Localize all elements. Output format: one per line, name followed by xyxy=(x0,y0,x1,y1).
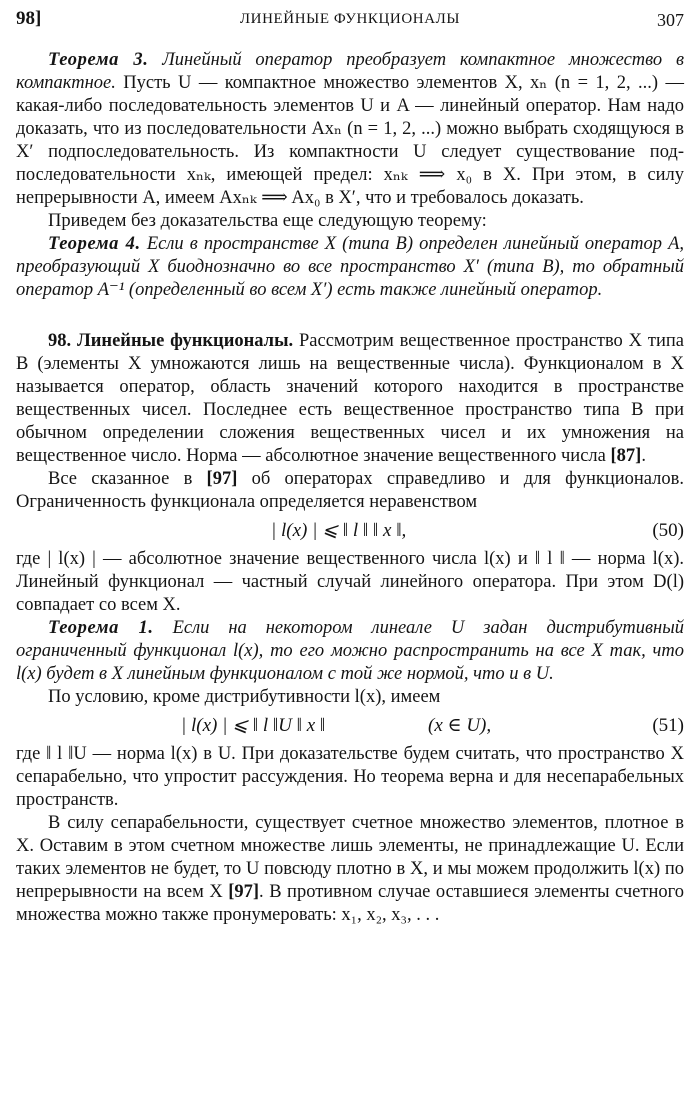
paragraph-section-98 xyxy=(16,330,684,468)
boundedness-text-b: об операторах справедливо и для функционалов. Ограниченность функционала определяется неравенством xyxy=(16,469,684,512)
paragraph-theorem-4 xyxy=(16,233,684,302)
theorem-3-statement: Линейный оператор преобразует компактное множество в компактное. xyxy=(16,50,684,93)
paragraph-boundedness xyxy=(16,468,684,514)
formula-50 xyxy=(16,514,684,548)
running-header xyxy=(16,8,684,36)
theorem-1-statement: Если на некотором линеале U задан дистрибутивный ограниченный функционал l(x), то его можно распространить на все X так, что l(x) будет в X линейным функционалом с той же нормой, что и в U. xyxy=(16,618,684,684)
theorem-3-label: Теорема 3. xyxy=(48,50,149,70)
paragraph-theorem-1 xyxy=(16,617,684,686)
theorem-4-label: Теорема 4. xyxy=(48,234,141,254)
page-body xyxy=(16,49,684,927)
header-title: ЛИНЕЙНЫЕ ФУНКЦИОНАЛЫ xyxy=(239,11,461,27)
theorem-3-proof: Пусть U — компактное множество элементов X, xₙ (n = 1, 2, ...) — какая-либо последовательность элементов U и A — линейный оператор. Нам надо доказать, что из последовательности Axₙ (n = 1, 2, ...) можно выбрать сходящуюся в X′ подпоследовательность. Из компактности U следует существование подпоследовательности xₙₖ, имеющей предел: xₙₖ ⟹ x₀ в X. При этом, в силу непрерывности A, имеем Axₙₖ ⟹ Ax₀ в X′, что и требовалось доказать. xyxy=(16,73,684,208)
paragraph-theorem-3 xyxy=(16,49,684,210)
section-98-heading: 98. Линейные функционалы. xyxy=(48,331,294,351)
paragraph-intro-theorem-4: Приведем без доказательства еще следующую теорему: xyxy=(48,211,487,231)
theorem-1-label: Теорема 1. xyxy=(48,618,154,638)
formula-51-expression: | l(x) | ⩽ ‖ l ‖U ‖ x ‖ xyxy=(181,715,326,736)
section-98-text-b: . xyxy=(641,446,646,466)
countable-set-text-a: В силу сепарабельности, существует счетное множество элементов, плотное в X. Оставим в этом счетном множестве лишь элементы, не принадлежащие U. Если таких элементов не будет, то U повсюду плотно в X, и мы можем продолжить l(x) по непрерывности на всем X xyxy=(16,813,684,902)
reference-97-second: [97] xyxy=(228,882,260,902)
header-section-number: 98] xyxy=(16,8,42,29)
formula-50-number: (50) xyxy=(652,520,684,541)
section-gap xyxy=(16,302,684,330)
countable-set-text-b: . В противном случае оставшиеся элементы счетного множества можно также пронумеровать: x₁, x₂, x₃, . . . xyxy=(16,882,684,925)
boundedness-text-a: Все сказанное в xyxy=(48,469,207,489)
formula-51-condition: (x ∈ U), xyxy=(428,715,492,736)
section-98-text-a: Рассмотрим вещественное пространство X типа B (элементы X умножаются лишь на вещественные числа). Функционалом в X называется оператор, область значений которого находится в пространстве вещественных чисел. Последнее есть вещественное пространство типа B при обычном определении сложения вещественных чисел и их умножения на вещественное число. Норма — абсолютное значение вещественного числа xyxy=(16,331,684,466)
reference-87: [87] xyxy=(610,446,642,466)
formula-51 xyxy=(16,709,684,743)
paragraph-separability-assumption: где ‖ l ‖U — норма l(x) в U. При доказательстве будем считать, что пространство X сепарабельно, что упростит рассуждения. Но теорема верна и для несепарабельных пространств. xyxy=(16,744,684,810)
theorem-4-statement: Если в пространстве X (типа B) определен линейный оператор A, преобразующий X биоднозначно во все пространство X′ (типа B), то обратный оператор A⁻¹ (определенный во всем X′) есть также линейный оператор. xyxy=(16,234,684,300)
paragraph-countable-set xyxy=(16,812,684,927)
formula-51-number: (51) xyxy=(652,715,684,736)
formula-50-expression: | l(x) | ⩽ ‖ l ‖ ‖ x ‖, xyxy=(271,520,407,541)
paragraph-condition: По условию, кроме дистрибутивности l(x), имеем xyxy=(48,687,441,707)
reference-97: [97] xyxy=(206,469,238,489)
header-page-number: 307 xyxy=(657,10,684,30)
paragraph-norm-definition: где | l(x) | — абсолютное значение вещественного числа l(x) и ‖ l ‖ — норма l(x). Линейный функционал — частный случай линейного оператора. При этом D(l) совпадает со всем X. xyxy=(16,549,684,615)
